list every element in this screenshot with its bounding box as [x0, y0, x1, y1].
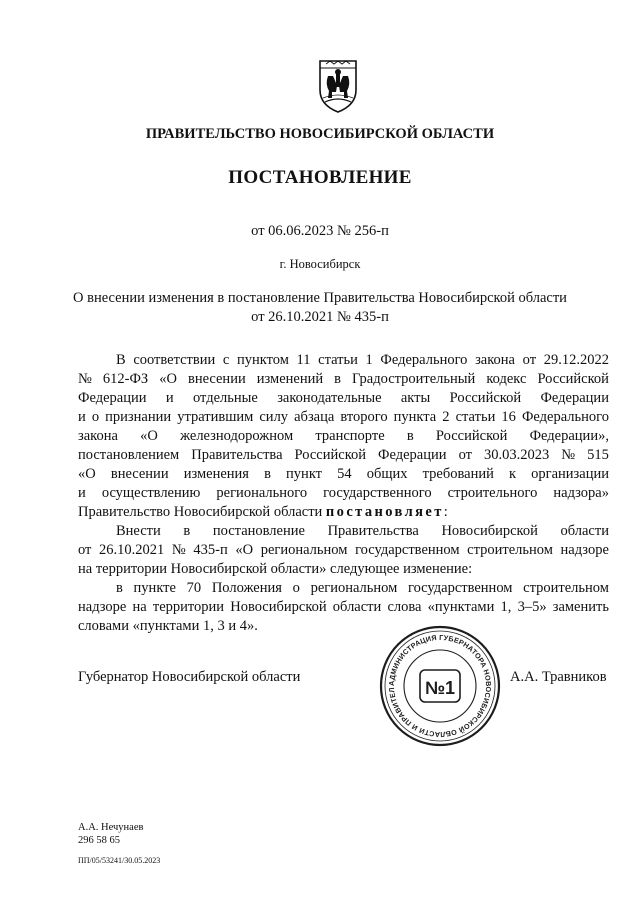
body-line: В соответствии с пунктом 11 статьи 1 Федерального закона от 29.12.2022 — [116, 352, 609, 368]
document-title: ПОСТАНОВЛЕНИЕ — [228, 167, 412, 188]
body-line: закона «О железнодорожном транспорте в Российской Федерации», — [78, 428, 609, 444]
body-line: и осуществлению регионального государственного строительного надзора» — [78, 485, 609, 501]
body-line: от 26.10.2021 № 435-п «О региональном государственном строительном надзоре — [78, 542, 609, 558]
government-name: ПРАВИТЕЛЬСТВО НОВОСИБИРСКОЙ ОБЛАСТИ — [145, 126, 495, 142]
executor-name: А.А. Нечунаев — [78, 822, 144, 833]
official-seal — [378, 624, 502, 748]
document-code: ПП/05/53241/30.05.2023 — [78, 856, 161, 865]
body-line: надзоре на территории Новосибирской области слова «пунктами 1, 3–5» заменить — [78, 599, 609, 615]
body-line: Внести в постановление Правительства Новосибирской области — [116, 523, 609, 539]
subject-line: О внесении изменения в постановление Правительства Новосибирской области — [73, 290, 567, 306]
signatory-name: А.А. Травников — [510, 669, 607, 685]
body-line: № 612-ФЗ «О внесении изменений в Градостроительный кодекс Российской — [78, 371, 609, 387]
body-line: словами «пунктами 1, 3 и 4». — [78, 618, 258, 634]
executor-phone: 296 58 65 — [78, 835, 120, 846]
decree-line: Правительство Новосибирской области постановляет: — [78, 504, 448, 520]
seal-ring-text: АДМИНИСТРАЦИЯ ГУБЕРНАТОРА НОВОСИБИРСКОЙ ОБЛАСТИ И ПРАВИТЕЛ — [386, 632, 494, 740]
document-date-number: от 06.06.2023 № 256-п — [251, 223, 389, 239]
signatory-position: Губернатор Новосибирской области — [78, 669, 301, 685]
decree-word: постановляет — [325, 504, 444, 520]
body-line: в пункте 70 Положения о региональном государственном строительном — [116, 580, 609, 596]
body-line: постановлением Правительства Российской Федерации от 30.03.2023 № 515 — [78, 447, 609, 463]
body-line: «О внесении изменения в пункт 54 общих требований к организации — [78, 466, 609, 482]
document-body — [78, 351, 609, 636]
body-line: и о признании утратившим силу абзаца второго пункта 2 статьи 16 Федерального — [78, 409, 609, 425]
document-city: г. Новосибирск — [279, 257, 361, 271]
document-subject — [0, 289, 640, 327]
body-line: на территории Новосибирской области» следующее изменение: — [78, 561, 473, 577]
seal-number: №1 — [424, 678, 456, 698]
executor-info — [78, 821, 143, 847]
coat-of-arms-icon — [316, 58, 360, 114]
body-line: Федерации и отдельные законодательные акты Российской Федерации — [78, 390, 609, 406]
subject-line: от 26.10.2021 № 435-п — [251, 309, 389, 325]
